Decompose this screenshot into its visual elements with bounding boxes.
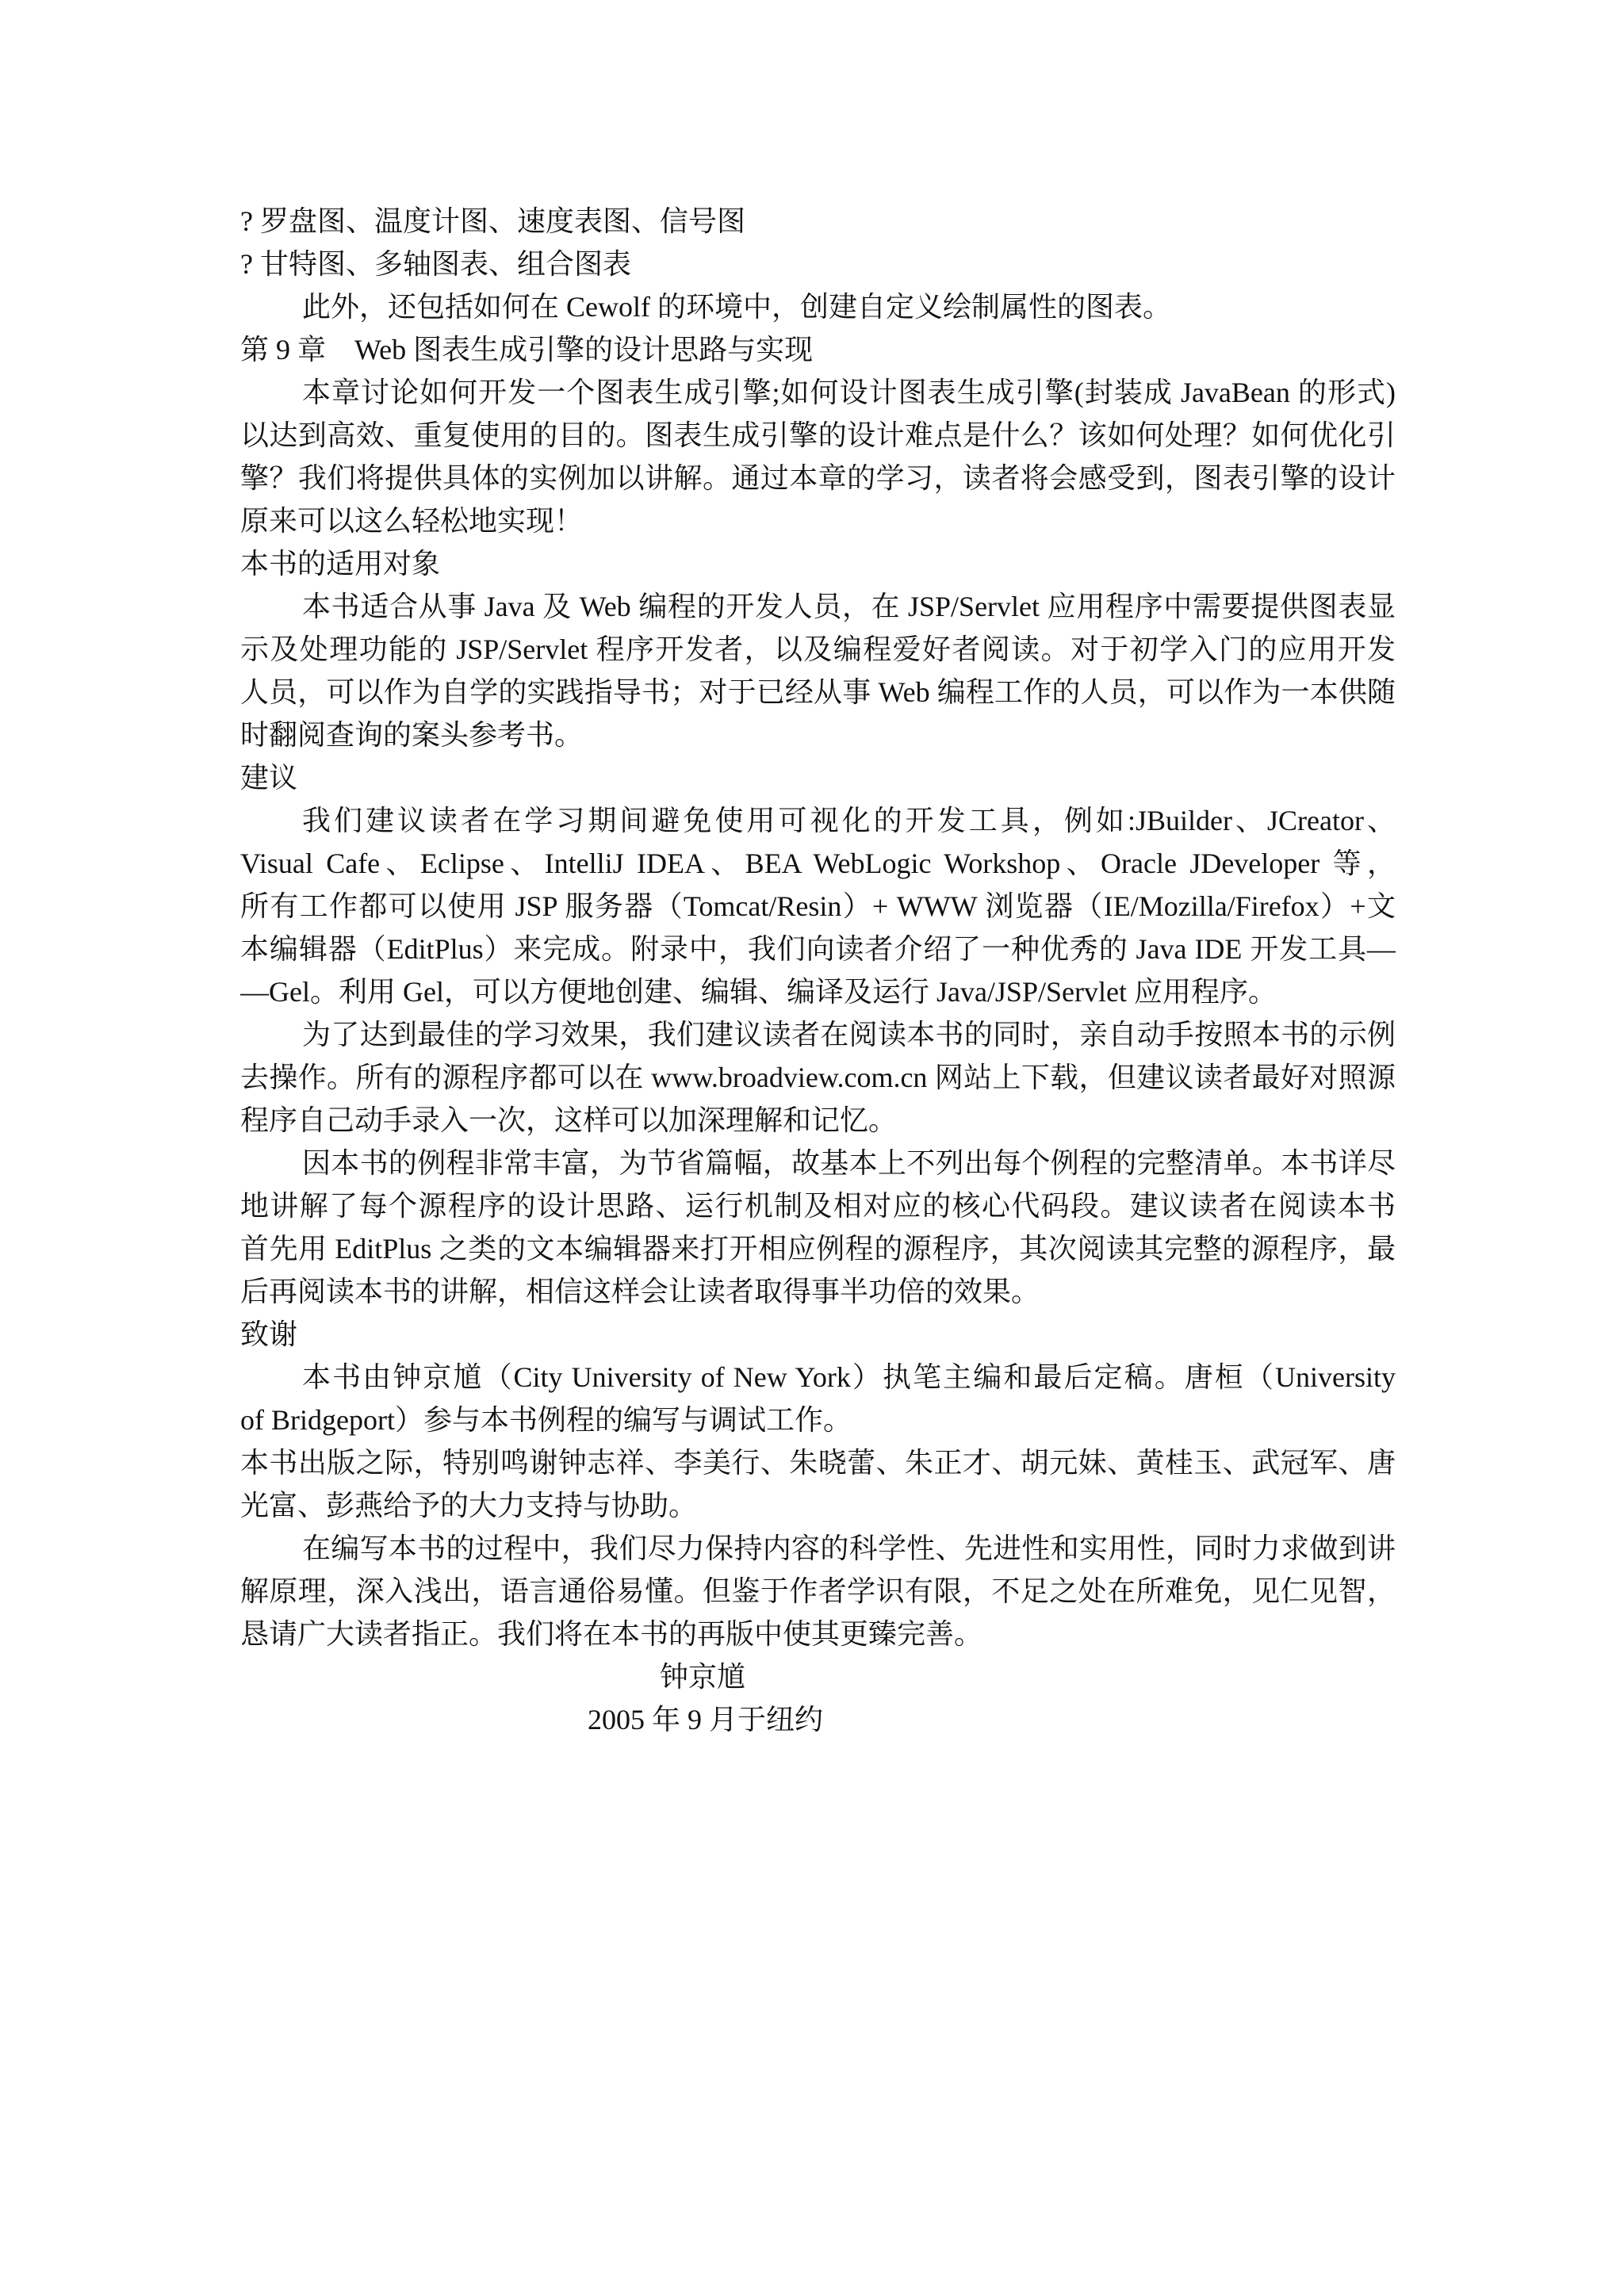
body-text-line: 程序自己动手录入一次，这样可以加深理解和记忆。 bbox=[240, 1104, 898, 1136]
body-text-line: 我们建议读者在学习期间避免使用可视化的开发工具，例如:JBuilder、JCreator、 bbox=[302, 805, 1396, 836]
chart-types-list bbox=[240, 200, 1396, 285]
body-text-line: 原来可以这么轻松地实现！ bbox=[240, 505, 584, 537]
audience-section bbox=[240, 542, 1396, 756]
signature-date: 2005 年 9 月于纽约 bbox=[588, 1704, 824, 1735]
body-text-line: 在编写本书的过程中，我们尽力保持内容的科学性、先进性和实用性，同时力求做到讲 bbox=[302, 1533, 1396, 1564]
signature-block bbox=[240, 1655, 1396, 1741]
body-text-line: 本书适合从事 Java 及 Web 编程的开发人员，在 JSP/Servlet 应用程序中需要提供图表显 bbox=[302, 591, 1396, 622]
page-body bbox=[240, 200, 1396, 1741]
body-text-line: 以达到高效、重复使用的目的。图表生成引擎的设计难点是什么？该如何处理？如何优化引 bbox=[240, 419, 1396, 451]
acknowledgements-section bbox=[240, 1313, 1396, 1655]
body-text-line: 因本书的例程非常丰富，为节省篇幅，故基本上不列出每个例程的完整清单。本书详尽 bbox=[302, 1147, 1396, 1179]
suggestions-section bbox=[240, 756, 1396, 1313]
body-text-line: 光富、彭燕给予的大力支持与协助。 bbox=[240, 1490, 698, 1521]
chapter-9-section bbox=[240, 328, 1396, 542]
body-text-line: 首先用 EditPlus 之类的文本编辑器来打开相应例程的源程序，其次阅读其完整的源程序，最 bbox=[240, 1233, 1396, 1265]
body-text-line: 时翻阅查询的案头参考书。 bbox=[240, 719, 584, 751]
chapter-heading: 第 9 章 Web 图表生成引擎的设计思路与实现 bbox=[240, 334, 814, 365]
body-text-line: 恳请广大读者指正。我们将在本书的再版中使其更臻完善。 bbox=[240, 1618, 983, 1650]
list-item: ? 甘特图、多轴图表、组合图表 bbox=[240, 248, 631, 280]
body-text-line: 为了达到最佳的学习效果，我们建议读者在阅读本书的同时，亲自动手按照本书的示例 bbox=[302, 1019, 1396, 1050]
body-text-line: 示及处理功能的 JSP/Servlet 程序开发者，以及编程爱好者阅读。对于初学入门的应用开发 bbox=[240, 633, 1396, 665]
author-signature: 钟京馗 bbox=[660, 1661, 746, 1693]
body-text-line: 所有工作都可以使用 JSP 服务器（Tomcat/Resin）+ WWW 浏览器（IE/Mozilla/Firefox）+文 bbox=[240, 890, 1396, 922]
section-heading-audience: 本书的适用对象 bbox=[240, 548, 441, 580]
cewolf-note: 此外，还包括如何在 Cewolf 的环境中，创建自定义绘制属性的图表。 bbox=[302, 291, 1171, 323]
body-text-line: 本编辑器（EditPlus）来完成。附录中，我们向读者介绍了一种优秀的 Java IDE 开发工具— bbox=[240, 933, 1396, 965]
section-heading-suggestions: 建议 bbox=[240, 762, 298, 794]
body-text-line: 本书出版之际，特别鸣谢钟志祥、李美行、朱晓蕾、朱正才、胡元妹、黄桂玉、武冠军、唐 bbox=[240, 1447, 1396, 1479]
body-text-line: 本章讨论如何开发一个图表生成引擎;如何设计图表生成引擎(封装成 JavaBean 的形式) bbox=[302, 377, 1396, 408]
body-text-line: 后再阅读本书的讲解，相信这样会让读者取得事半功倍的效果。 bbox=[240, 1276, 1040, 1307]
body-text-line: 去操作。所有的源程序都可以在 www.broadview.com.cn 网站上下载，但建议读者最好对照源 bbox=[240, 1062, 1396, 1093]
body-text-line: of Bridgeport）参与本书例程的编写与调试工作。 bbox=[240, 1404, 852, 1436]
body-text-line: 解原理，深入浅出，语言通俗易懂。但鉴于作者学识有限，不足之处在所难免，见仁见智， bbox=[240, 1575, 1396, 1607]
body-text-line: Visual Cafe、Eclipse、IntelliJ IDEA、BEA WebLogic Workshop、Oracle JDeveloper 等， bbox=[240, 848, 1396, 879]
body-text-line: 地讲解了每个源程序的设计思路、运行机制及相对应的核心代码段。建议读者在阅读本书 bbox=[240, 1190, 1396, 1222]
body-text-line: 人员，可以作为自学的实践指导书；对于已经从事 Web 编程工作的人员，可以作为一本供随 bbox=[240, 676, 1396, 708]
section-heading-acknowledgements: 致谢 bbox=[240, 1318, 298, 1350]
body-text-line: 本书由钟京馗（City University of New York）执笔主编和最后定稿。唐桓（University bbox=[302, 1361, 1396, 1393]
body-text-line: 擎？我们将提供具体的实例加以讲解。通过本章的学习，读者将会感受到，图表引擎的设计 bbox=[240, 462, 1396, 494]
body-text-line: —Gel。利用 Gel，可以方便地创建、编辑、编译及运行 Java/JSP/Servlet 应用程序。 bbox=[240, 976, 1277, 1008]
list-item: ? 罗盘图、温度计图、速度表图、信号图 bbox=[240, 205, 745, 237]
